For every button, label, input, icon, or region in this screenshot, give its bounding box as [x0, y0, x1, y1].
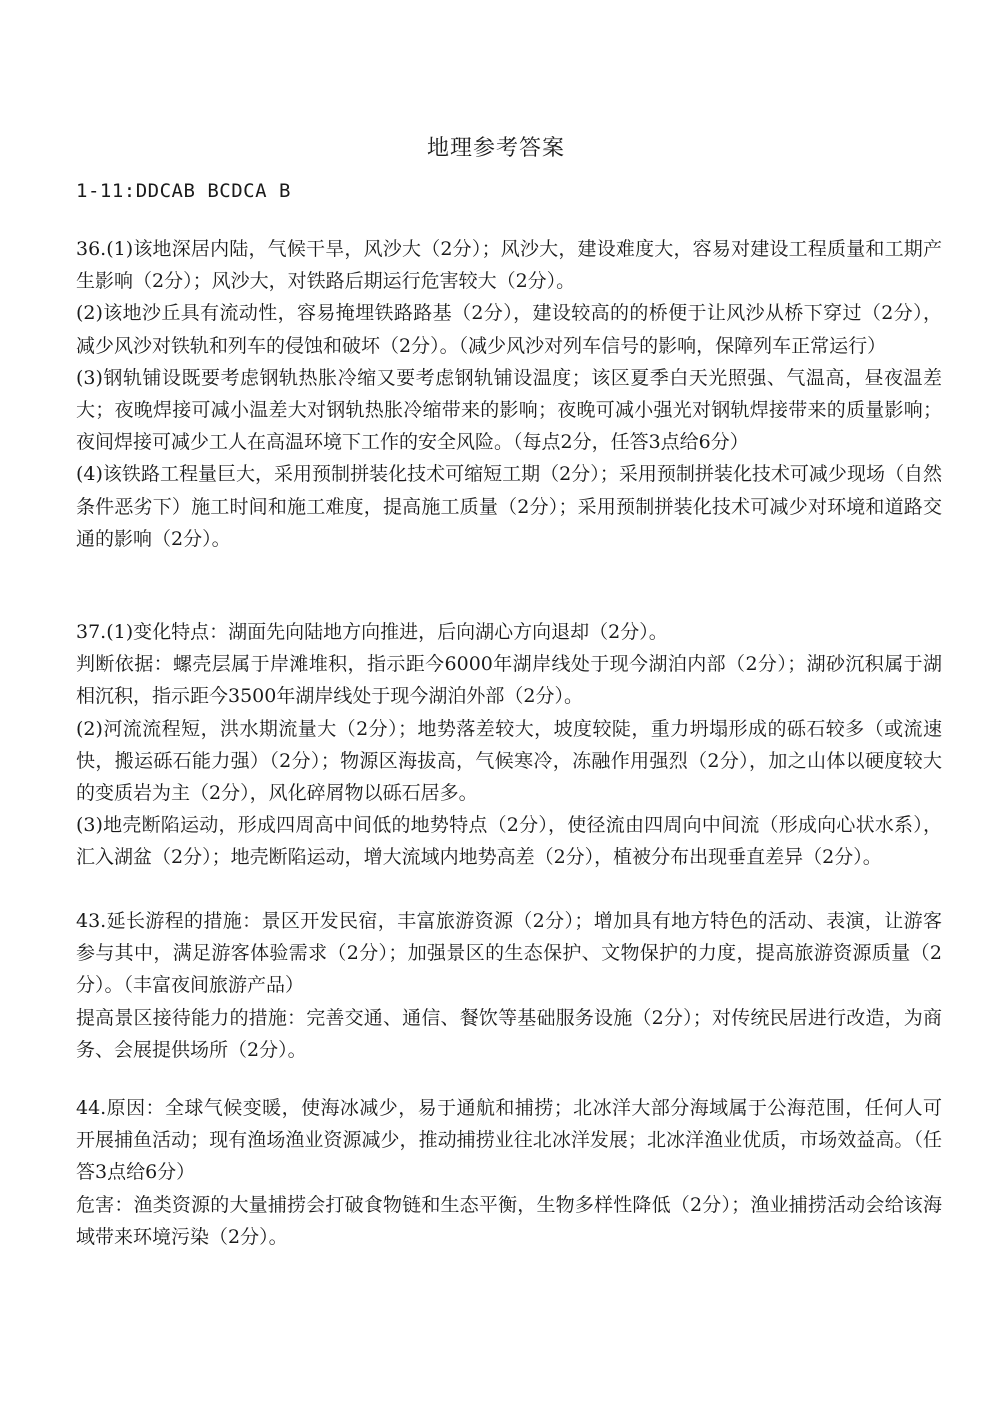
multiple-choice-answers: 1-11:DDCAB BCDCA B: [76, 180, 291, 202]
q44-reasons: 44.原因：全球气候变暖，使海冰减少，易于通航和捕捞；北冰洋大部分海域属于公海范围，任何人可开展捕鱼活动；现有渔场渔业资源减少，推动捕捞业往北冰洋发展；北冰洋渔业优质，市场效益高。（任答3点给6分）: [76, 1097, 942, 1184]
q36-part-3: (3)钢轨铺设既要考虑钢轨热胀冷缩又要考虑钢轨铺设温度；该区夏季白天光照强、气温高，昼夜温差大；夜晚焊接可减小温差大对钢轨热胀冷缩带来的影响；夜晚可减小强光对钢轨焊接带来的质量影响；夜间焊接可减少工人在高温环境下工作的安全风险。（每点2分，任答3点给6分）: [76, 366, 942, 454]
q44-harms: 危害：渔类资源的大量捕捞会打破食物链和生态平衡，生物多样性降低（2分）；渔业捕捞活动会给该海域带来环境污染（2分）。: [76, 1193, 942, 1248]
q36-part-1: 36.(1)该地深居内陆，气候干旱，风沙大（2分）；风沙大，建设难度大，容易对建设工程质量和工期产生影响（2分）；风沙大，对铁路后期运行危害较大（2分）。: [76, 238, 942, 293]
question-44-answer: [76, 1092, 942, 1253]
q36-part-2: (2)该地沙丘具有流动性，容易掩埋铁路路基（2分），建设较高的的桥便于让风沙从桥下穿过（2分），减少风沙对铁轨和列车的侵蚀和破坏（2分）。（减少风沙对列车信号的影响，保障列车正常运行）: [76, 302, 942, 357]
q37-basis: 判断依据：螺壳层属于岸滩堆积，指示距今6000年湖岸线处于现今湖泊内部（2分）；湖砂沉积属于湖相沉积，指示距今3500年湖岸线处于现今湖泊外部（2分）。: [76, 653, 942, 708]
q37-part-3: (3)地壳断陷运动，形成四周高中间低的地势特点（2分），使径流由四周向中间流（形成向心状水系），汇入湖盆（2分）；地壳断陷运动，增大流域内地势高差（2分），植被分布出现垂直差异（2分）。: [76, 814, 942, 869]
q43-extend-measures: 43.延长游程的措施：景区开发民宿，丰富旅游资源（2分）；增加具有地方特色的活动、表演，让游客参与其中，满足游客体验需求（2分）；加强景区的生态保护、文物保护的力度，提高旅游资源质量（2分）。（丰富夜间旅游产品）: [76, 910, 942, 997]
q43-capacity-measures: 提高景区接待能力的措施：完善交通、通信、餐饮等基础服务设施（2分）；对传统民居进行改造，为商务、会展提供场所（2分）。: [76, 1006, 942, 1061]
q37-part-2: (2)河流流程短，洪水期流量大（2分）；地势落差较大，坡度较陡，重力坍塌形成的砾石较多（或流速快，搬运砾石能力强）（2分）；物源区海拔高，气候寒冷，冻融作用强烈（2分），加之山体以硬度较大的变质岩为主（2分），风化碎屑物以砾石居多。: [76, 717, 942, 805]
q37-part-1: 37.(1)变化特点：湖面先向陆地方向推进，后向湖心方向退却（2分）。: [76, 621, 668, 643]
question-43-answer: [76, 905, 942, 1066]
question-36-answer: [76, 233, 942, 555]
page-title: 地理参考答案: [426, 136, 565, 161]
question-37-answer: [76, 616, 942, 874]
q36-part-4: (4)该铁路工程量巨大，采用预制拼装化技术可缩短工期（2分）；采用预制拼装化技术可减少现场（自然条件恶劣下）施工时间和施工难度，提高施工质量（2分）；采用预制拼装化技术可减少对环境和道路交通的影响（2分）。: [76, 463, 942, 550]
